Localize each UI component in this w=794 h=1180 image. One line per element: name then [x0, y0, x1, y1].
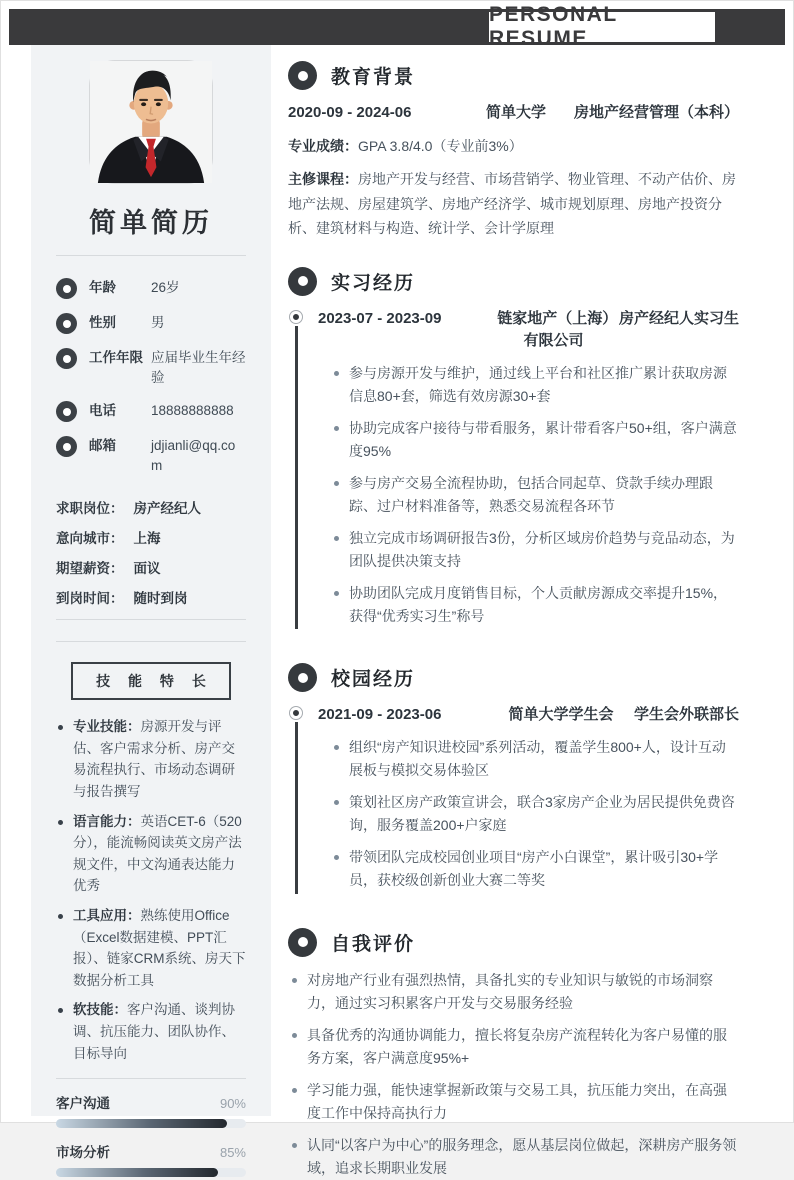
bullet-item: 协助完成客户接待与带看服务，累计带看客户50+组，客户满意度95% — [330, 417, 739, 463]
divider — [56, 641, 246, 642]
skill-percent: 90% — [220, 1096, 246, 1111]
timeline-line — [295, 326, 298, 630]
skills-section-title: 技 能 特 长 — [71, 662, 231, 700]
internship-bullet-list — [330, 362, 739, 629]
email-icon — [56, 436, 77, 457]
bullet-item: 带领团队完成校园创业项目“房产小白课堂”，累计吸引30+学员，获校级创新创业大赛二等奖 — [330, 846, 739, 892]
entry-role: 学生会外联部长 — [634, 704, 739, 727]
section-bullet-icon — [288, 928, 317, 957]
divider — [56, 255, 246, 256]
person-name: 简单简历 — [56, 201, 246, 240]
bullet-item: 学习能力强，能快速掌握新政策与交易工具，抗压能力突出，在高强度工作中保持高执行力 — [288, 1079, 739, 1125]
section-education — [288, 61, 739, 241]
timeline-dot-icon — [290, 707, 302, 719]
section-self-evaluation — [288, 928, 739, 1180]
gender-icon — [56, 313, 77, 334]
skills-list — [56, 716, 246, 1064]
intent-row-city: 意向城市： 上海 — [56, 527, 246, 547]
progress-fill — [56, 1119, 227, 1128]
page-title: PERSONAL RESUME — [489, 3, 715, 51]
section-bullet-icon — [288, 663, 317, 692]
entry-role: 房地产经营管理（本科） — [574, 102, 739, 125]
info-row-phone: 电话 18888888888 — [56, 401, 246, 422]
avatar — [89, 60, 213, 184]
timeline-line — [295, 722, 298, 893]
section-title: 自我评价 — [331, 929, 415, 956]
bullet-item: 对房地产行业有强烈热情，具备扎实的专业知识与敏锐的市场洞察力，通过实习积累客户开发与交易服务经验 — [288, 969, 739, 1015]
skill-item: 工具应用：熟练使用Office（Excel数据建模、PPT汇报）、链家CRM系统、房天下数据分析工具 — [56, 905, 246, 991]
entry-period: 2020-09 - 2024-06 — [288, 102, 458, 125]
section-title: 校园经历 — [331, 664, 415, 691]
personal-info-list — [56, 278, 246, 475]
bullet-item: 具备优秀的沟通协调能力，擅长将复杂房产流程转化为客户易懂的服务方案，客户满意度95%+ — [288, 1024, 739, 1070]
timeline-dot-icon — [290, 311, 302, 323]
content-columns — [1, 45, 793, 1116]
info-row-age: 年龄 26岁 — [56, 278, 246, 299]
skill-item: 专业技能：房源开发与评估、客户需求分析、房产交易流程执行、市场动态调研与报告撰写 — [56, 716, 246, 802]
entry-period: 2021-09 - 2023-06 — [318, 704, 488, 727]
timeline-rail — [288, 704, 304, 901]
section-title: 实习经历 — [331, 268, 415, 295]
section-bullet-icon — [288, 267, 317, 296]
campus-bullet-list — [330, 736, 739, 893]
bullet-item: 协助团队完成月度销售目标，个人贡献房源成交率提升15%，获得“优秀实习生”称号 — [330, 582, 739, 628]
intent-row-availability: 到岗时间： 随时到岗 — [56, 587, 246, 607]
progress-track — [56, 1168, 246, 1177]
skill-percent: 85% — [220, 1145, 246, 1160]
divider — [56, 619, 246, 620]
entry-role: 房产经纪人实习生 — [619, 308, 739, 353]
timeline-rail — [288, 308, 304, 638]
bullet-item: 策划社区房产政策宣讲会，联合3家房产企业为居民提供免费咨询，服务覆盖200+户家庭 — [330, 791, 739, 837]
skill-bar-communication: 客户沟通 90% — [56, 1092, 246, 1128]
progress-fill — [56, 1168, 218, 1177]
skill-bar-market-analysis: 市场分析 85% — [56, 1141, 246, 1177]
entry-organization: 简单大学 — [458, 102, 574, 125]
sidebar — [31, 45, 271, 1116]
entry-organization: 链家地产（上海）有限公司 — [488, 308, 619, 353]
age-icon — [56, 278, 77, 299]
progress-track — [56, 1119, 246, 1128]
gpa-line: 专业成绩：GPA 3.8/4.0（专业前3%） — [288, 134, 739, 159]
main-column — [271, 45, 785, 1116]
intent-row-position: 求职岗位： 房产经纪人 — [56, 497, 246, 517]
info-row-experience: 工作年限 应届毕业生年经验 — [56, 348, 246, 387]
skill-item: 软技能：客户沟通、谈判协调、抗压能力、团队协作、目标导向 — [56, 999, 246, 1064]
portrait-illustration — [90, 61, 212, 183]
entry-period: 2023-07 - 2023-09 — [318, 308, 488, 353]
section-campus — [288, 663, 739, 901]
bullet-item: 认同“以客户为中心”的服务理念，愿从基层岗位做起，深耕房产服务领域，追求长期职业发展 — [288, 1134, 739, 1180]
bullet-item: 参与房源开发与维护，通过线上平台和社区推广累计获取房源信息80+套，筛选有效房源30+套 — [330, 362, 739, 408]
internship-entry-header — [318, 308, 739, 353]
bullet-item: 独立完成市场调研报告3份，分析区域房价趋势与竞品动态，为团队提供决策支持 — [330, 527, 739, 573]
info-row-email: 邮箱 jdjianli@qq.com — [56, 436, 246, 475]
self-evaluation-bullet-list — [288, 969, 739, 1180]
phone-icon — [56, 401, 77, 422]
experience-icon — [56, 348, 77, 369]
education-entry-header — [288, 102, 739, 125]
divider — [56, 1078, 246, 1079]
section-internship — [288, 267, 739, 638]
entry-organization: 简单大学学生会 — [488, 704, 634, 727]
bullet-item: 组织“房产知识进校园”系列活动，覆盖学生800+人，设计互动展板与模拟交易体验区 — [330, 736, 739, 782]
skill-item: 语言能力：英语CET-6（520分），能流畅阅读英文房产法规文件，中文沟通表达能力优秀 — [56, 811, 246, 897]
job-intent-list — [56, 497, 246, 607]
intent-row-salary: 期望薪资： 面议 — [56, 557, 246, 577]
section-title: 教育背景 — [331, 62, 415, 89]
bullet-item: 参与房产交易全流程协助，包括合同起草、贷款手续办理跟踪、过户材料准备等，熟悉交易流程各环节 — [330, 472, 739, 518]
top-banner — [9, 9, 785, 45]
courses-line: 主修课程：房地产开发与经营、市场营销学、物业管理、不动产估价、房地产法规、房屋建筑学、房地产经济学、城市规划原理、房地产投资分析、建筑材料与构造、统计学、会计学原理 — [288, 167, 739, 241]
banner-title-plate — [489, 12, 715, 42]
info-row-gender: 性别 男 — [56, 313, 246, 334]
campus-entry-header — [318, 704, 739, 727]
section-bullet-icon — [288, 61, 317, 90]
